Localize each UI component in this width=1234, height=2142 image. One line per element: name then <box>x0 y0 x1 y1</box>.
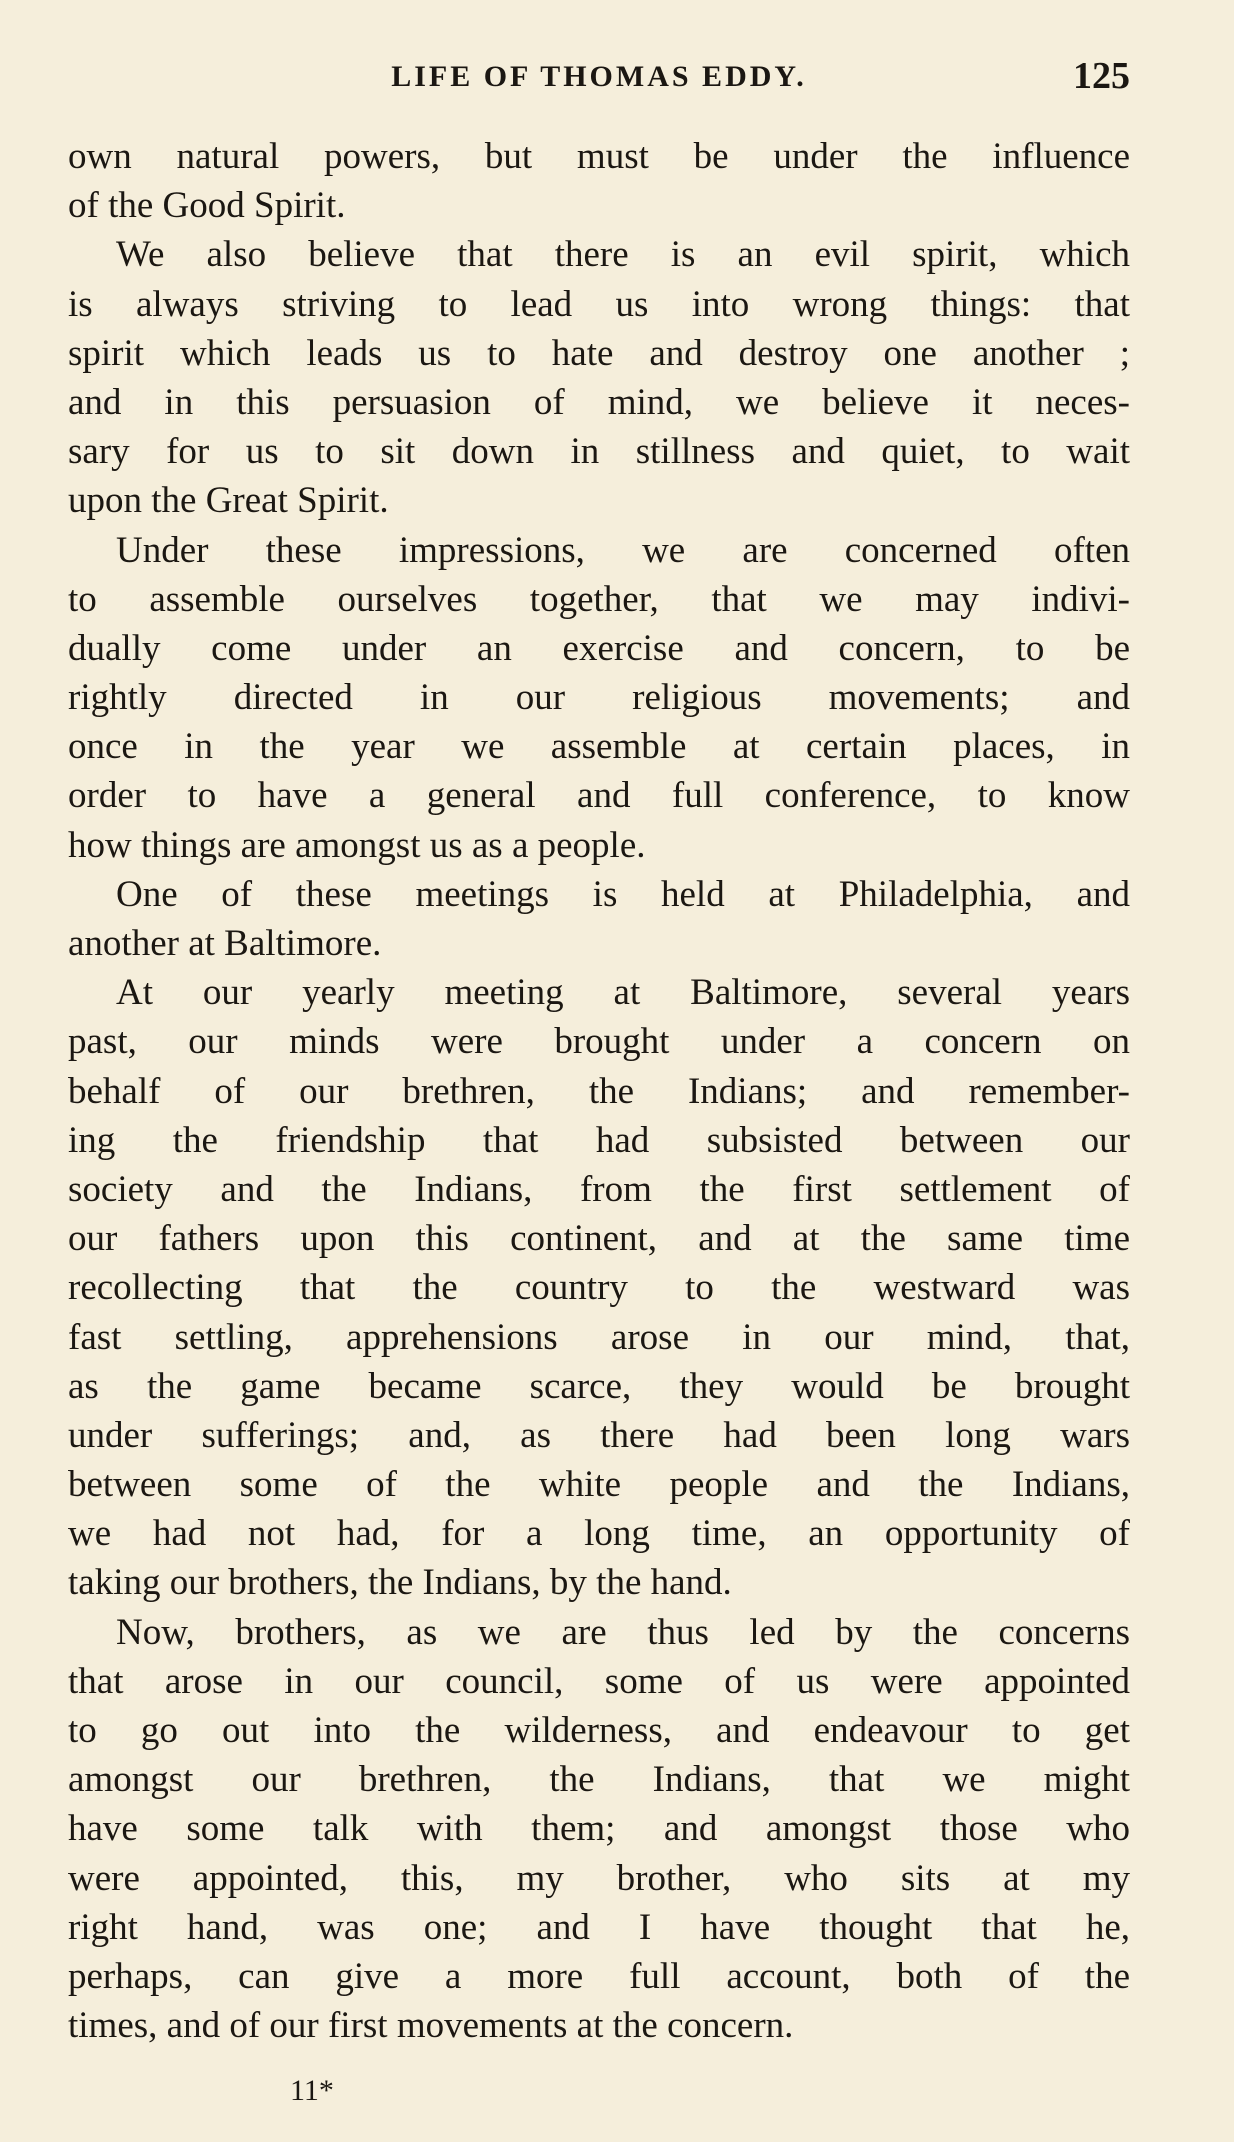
text-line: taking our brothers, the Indians, by the hand. <box>68 1562 732 1604</box>
text-line: that arose in our council, some of us were appointed <box>68 1660 1130 1702</box>
text-line: order to have a general and full conference, to know <box>68 775 1130 817</box>
text-line: between some of the white people and the Indians, <box>68 1464 1130 1506</box>
text-line: amongst our brethren, the Indians, that we might <box>68 1759 1130 1801</box>
text-line: recollecting that the country to the westward was <box>68 1267 1130 1309</box>
text-line: dually come under an exercise and concern, to be <box>68 627 1130 669</box>
text-line: spirit which leads us to hate and destroy one another ; <box>68 332 1130 374</box>
text-line: to go out into the wilderness, and endeavour to get <box>68 1710 1130 1751</box>
text-line: perhaps, can give a more full account, both of the <box>68 1955 1130 1997</box>
text-line: right hand, was one; and I have thought that he, <box>68 1906 1130 1948</box>
text-line: Under these impressions, we are concerned often <box>116 529 1130 571</box>
text-line: behalf of our brethren, the Indians; and remember- <box>68 1070 1130 1112</box>
signature-mark: 11* <box>290 2074 334 2107</box>
running-title: LIFE OF THOMAS EDDY. <box>391 60 807 93</box>
body-text <box>68 132 1130 2050</box>
text-line: society and the Indians, from the first settlement of <box>68 1168 1130 1210</box>
text-line: is always striving to lead us into wrong things: that <box>68 283 1130 325</box>
text-line: upon the Great Spirit. <box>68 480 389 522</box>
text-line: how things are amongst us as a people. <box>68 824 646 866</box>
text-line: were appointed, this, my brother, who sits at my <box>68 1857 1130 1899</box>
text-line: Now, brothers, as we are thus led by the concerns <box>116 1611 1130 1653</box>
text-line: We also believe that there is an evil spirit, which <box>116 234 1130 276</box>
page-number: 125 <box>1073 55 1130 97</box>
text-line: under sufferings; and, as there had been long wars <box>68 1414 1130 1456</box>
text-line: times, and of our first movements at the concern. <box>68 2005 794 2047</box>
text-line: our fathers upon this continent, and at the same time <box>68 1218 1130 1260</box>
text-line: and in this persuasion of mind, we believe it neces- <box>68 381 1130 423</box>
text-line: At our yearly meeting at Baltimore, several years <box>116 972 1130 1014</box>
text-line: past, our minds were brought under a concern on <box>68 1021 1130 1063</box>
text-line: of the Good Spirit. <box>68 185 346 227</box>
text-line: One of these meetings is held at Philadelphia, and <box>116 873 1130 915</box>
text-line: to assemble ourselves together, that we may indivi- <box>68 578 1130 620</box>
text-line: have some talk with them; and amongst those who <box>68 1808 1130 1850</box>
text-line: sary for us to sit down in stillness and quiet, to wait <box>68 431 1130 473</box>
text-line: as the game became scarce, they would be brought <box>68 1365 1130 1407</box>
text-line: rightly directed in our religious movements; and <box>68 677 1130 719</box>
text-line: fast settling, apprehensions arose in our mind, that, <box>68 1316 1130 1358</box>
text-line: we had not had, for a long time, an opportunity of <box>68 1513 1130 1555</box>
text-line: another at Baltimore. <box>68 923 382 964</box>
text-line: own natural powers, but must be under the influence <box>68 136 1130 177</box>
running-head <box>68 55 1130 100</box>
text-line: once in the year we assemble at certain places, in <box>68 726 1130 768</box>
text-line: ing the friendship that had subsisted between our <box>68 1119 1130 1161</box>
